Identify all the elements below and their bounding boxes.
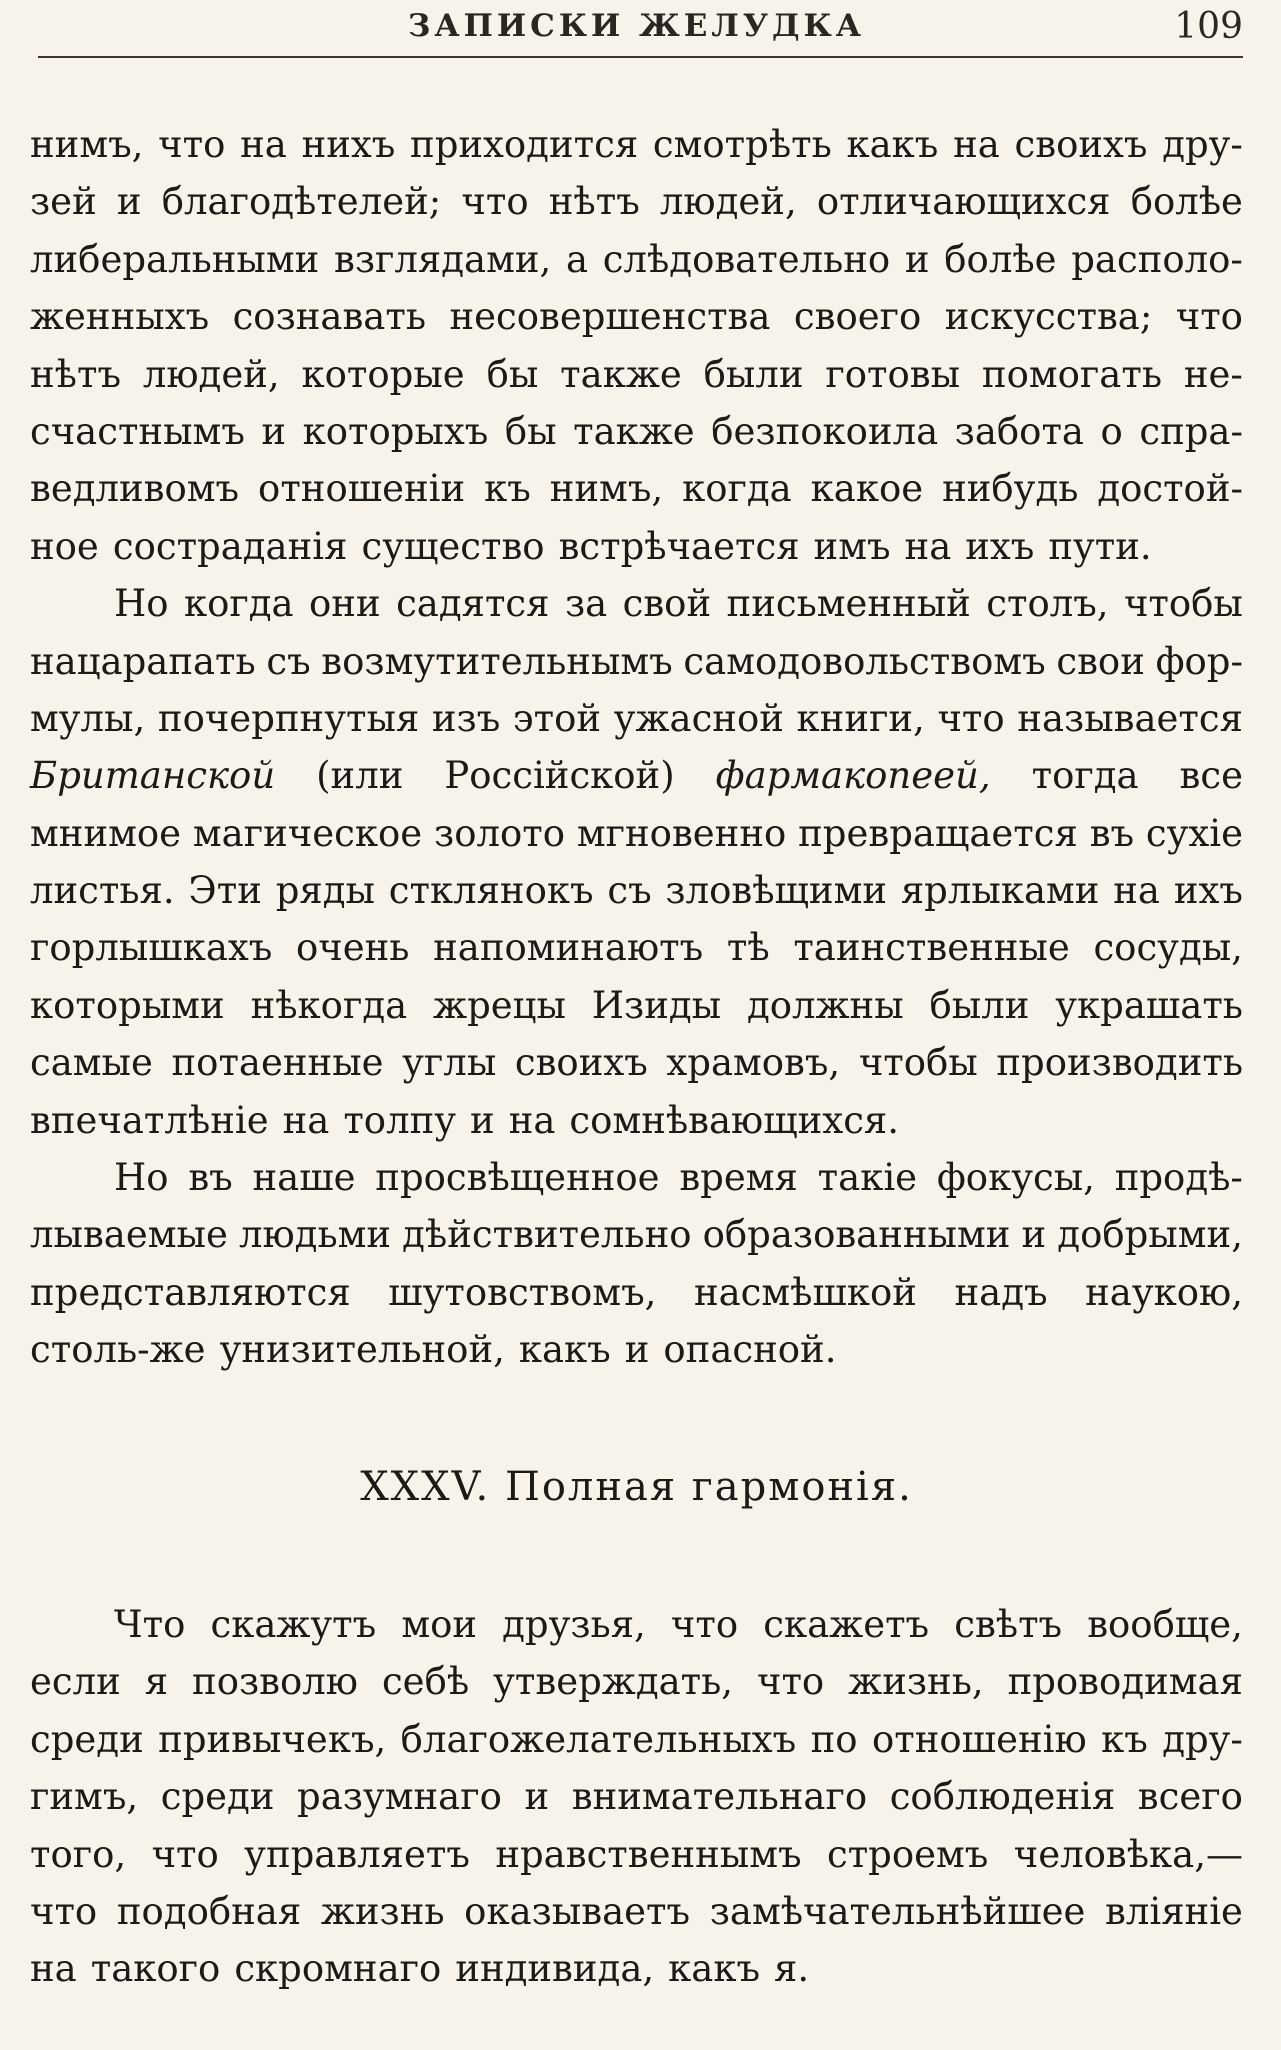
- word: пути.: [1048, 524, 1152, 568]
- text-line: [30, 575, 1243, 632]
- word: какъ: [846, 123, 939, 166]
- word: столъ,: [986, 582, 1109, 626]
- word: привычекъ,: [158, 1717, 387, 1761]
- word: скажутъ: [210, 1602, 377, 1646]
- word: чтобы: [1123, 582, 1243, 626]
- word: нибудь: [942, 467, 1079, 511]
- word: книги,: [796, 696, 925, 740]
- word: они: [309, 582, 381, 626]
- text-line: [30, 919, 1243, 976]
- word: и: [1021, 1213, 1047, 1257]
- word: взглядами,: [333, 237, 552, 281]
- word: себѣ: [381, 1660, 470, 1704]
- word: мгновенно: [576, 811, 787, 855]
- word: строемъ: [826, 1832, 989, 1876]
- word: сосуды,: [1093, 926, 1243, 970]
- paragraph-2: [30, 575, 1243, 1149]
- word: когда: [183, 582, 294, 626]
- word: зей: [30, 180, 97, 224]
- word: толпу: [343, 1098, 457, 1142]
- word: нимъ,: [549, 467, 664, 511]
- running-head: [30, 0, 1243, 58]
- word: людей,: [659, 180, 797, 224]
- word: мулы,: [30, 696, 146, 740]
- body-text: [30, 116, 1243, 1998]
- word: храмовъ,: [666, 1041, 841, 1085]
- word: время: [679, 1156, 798, 1200]
- word: имъ: [813, 524, 891, 568]
- word: изъ: [431, 696, 501, 740]
- word: бы: [486, 352, 539, 396]
- word: и: [904, 237, 930, 281]
- word: подобная: [116, 1889, 302, 1933]
- word: что: [151, 1832, 219, 1876]
- word: того,: [30, 1832, 127, 1876]
- word: впечатлѣніе: [30, 1098, 269, 1142]
- text-line: [30, 403, 1243, 460]
- word: что: [670, 1602, 739, 1646]
- word: столь-же: [30, 1328, 206, 1372]
- word: жрецы: [433, 983, 566, 1027]
- word: какъ: [668, 1947, 761, 1991]
- word: вообще,: [1087, 1602, 1243, 1646]
- word: либеральными: [30, 237, 320, 281]
- word: которые: [301, 352, 465, 396]
- word: къ: [1101, 1717, 1148, 1761]
- word: наукою,: [1085, 1270, 1243, 1314]
- word: вліяніе: [1105, 1889, 1243, 1933]
- section-heading: XXXV. Полная гармонія.: [360, 1463, 913, 1510]
- word: помогать: [981, 352, 1162, 396]
- word: золото: [434, 811, 565, 855]
- word: что: [937, 696, 1005, 740]
- word: отличающихся: [816, 180, 1111, 224]
- word: нравственнымъ: [495, 1832, 802, 1876]
- word: фор-: [1155, 639, 1243, 683]
- word: Что: [114, 1602, 186, 1646]
- word: безпокоила: [711, 409, 939, 453]
- word: за: [564, 582, 608, 626]
- word: спра-: [1139, 409, 1243, 453]
- word: тѣ: [726, 926, 770, 970]
- word: очень: [295, 926, 410, 970]
- word: какое: [810, 467, 924, 511]
- word: жизнь: [320, 1889, 445, 1933]
- word: и: [524, 1775, 550, 1819]
- word: просвѣщенное: [375, 1156, 660, 1200]
- word: ихъ: [965, 524, 1035, 568]
- word: нимъ,: [30, 123, 144, 166]
- word: приходится: [410, 123, 639, 166]
- word: благожелательныхъ: [400, 1717, 797, 1761]
- word: свой: [622, 582, 712, 626]
- word: письменный: [726, 582, 971, 626]
- word: если: [30, 1660, 121, 1704]
- word: женныхъ: [30, 295, 210, 339]
- text-line: [30, 747, 1243, 804]
- word: отношенію: [871, 1717, 1087, 1761]
- text-line: [30, 116, 1243, 173]
- text-line: [30, 633, 1243, 690]
- word: нацарапать: [30, 639, 256, 683]
- word: ряды: [275, 869, 375, 913]
- word: потаенные: [171, 1041, 384, 1085]
- word: всего: [1137, 1775, 1243, 1819]
- word: оказываетъ: [464, 1889, 691, 1933]
- word: Но: [114, 1156, 169, 1200]
- word: нѣтъ: [30, 352, 121, 396]
- word: этой: [512, 696, 602, 740]
- word: что: [1175, 295, 1243, 339]
- word: все: [1179, 754, 1243, 798]
- word: листья.: [30, 869, 175, 913]
- word: нѣтъ: [548, 180, 640, 224]
- word: были: [929, 983, 1030, 1027]
- word: на: [953, 123, 1000, 166]
- word: на: [240, 123, 287, 166]
- paragraph-1: [30, 116, 1243, 575]
- word: Но: [114, 582, 169, 626]
- word: горлышкахъ: [30, 926, 273, 970]
- text-line: [30, 1883, 1243, 1940]
- word: насмѣшкой: [693, 1270, 917, 1314]
- word: образованными: [702, 1213, 1011, 1257]
- word: внимательнаго: [571, 1775, 868, 1819]
- text-line: [30, 977, 1243, 1034]
- text-line: [30, 1092, 1243, 1149]
- word: счастнымъ: [30, 409, 245, 453]
- word: проводимая: [1007, 1660, 1243, 1704]
- word: смотрѣть: [652, 123, 832, 166]
- word: почерпнутыя: [157, 696, 420, 740]
- word: добрыми,: [1057, 1213, 1243, 1257]
- text-line: [30, 1321, 1243, 1378]
- word: искусства;: [944, 295, 1153, 339]
- text-line: [30, 173, 1243, 230]
- word: нихъ: [301, 123, 396, 166]
- text-line: [30, 346, 1243, 403]
- word: людьми: [238, 1213, 392, 1257]
- word: на: [30, 1947, 77, 1991]
- text-line: [30, 1149, 1243, 1206]
- word: лываемые: [30, 1213, 228, 1257]
- word: сомнѣвающихся.: [569, 1098, 900, 1142]
- word: какъ: [518, 1328, 611, 1372]
- word: существо: [361, 524, 545, 568]
- word: позволю: [192, 1660, 358, 1704]
- text-line: [30, 1034, 1243, 1091]
- word: углы: [402, 1041, 497, 1085]
- word: Эти: [188, 869, 262, 913]
- word: садятся: [396, 582, 550, 626]
- word: (или: [316, 754, 404, 798]
- word: болѣе: [1130, 180, 1243, 224]
- word: превращается: [798, 811, 1078, 855]
- word: къ: [484, 467, 531, 511]
- word: чтобы: [858, 1041, 978, 1085]
- word: таинственные: [793, 926, 1070, 970]
- word: скажетъ: [763, 1602, 930, 1646]
- word: ведливомъ: [30, 467, 240, 511]
- word: жизнь,: [848, 1660, 984, 1704]
- text-line: [30, 1826, 1243, 1883]
- running-title: ЗАПИСКИ ЖЕЛУДКА: [407, 8, 865, 44]
- word: которыми: [30, 983, 225, 1027]
- word: самодовольствомъ: [683, 639, 1046, 683]
- word: такіе: [817, 1156, 918, 1200]
- word: слѣдовательно: [602, 237, 891, 281]
- word: среди: [30, 1717, 144, 1761]
- word: мнимое: [30, 811, 182, 855]
- word: управляетъ: [244, 1832, 470, 1876]
- word: на: [508, 1098, 556, 1142]
- word: индивида,: [455, 1947, 655, 1991]
- word: должны: [746, 983, 904, 1027]
- word: и: [470, 1098, 495, 1142]
- text-line: [30, 231, 1243, 288]
- word: также: [573, 409, 695, 453]
- word: на: [282, 1098, 330, 1142]
- word: зловѣщими: [665, 869, 888, 913]
- word: что: [158, 123, 226, 166]
- word: друзья,: [502, 1602, 646, 1646]
- word: тогда: [1031, 754, 1139, 798]
- word: дру-: [1162, 123, 1243, 166]
- word: благодѣтелей;: [161, 180, 442, 224]
- word: которыхъ: [302, 409, 489, 453]
- word: сознавать: [232, 295, 426, 339]
- word: несовершенства: [449, 295, 771, 339]
- word: представляются: [30, 1270, 351, 1314]
- word: съ: [266, 639, 311, 683]
- header-rule: [38, 56, 1243, 58]
- word: и: [116, 180, 142, 224]
- word: соблюденія: [889, 1775, 1116, 1819]
- word: ное: [30, 524, 99, 568]
- word: не-: [1183, 352, 1243, 396]
- word: нѣкогда: [250, 983, 408, 1027]
- word: надъ: [954, 1270, 1048, 1314]
- word: своихъ: [1014, 123, 1148, 166]
- word: а: [565, 237, 589, 281]
- word: были: [703, 352, 804, 396]
- word: скромнаго: [234, 1947, 442, 1991]
- word: людей,: [142, 352, 280, 396]
- text-line: [30, 805, 1243, 862]
- word: готовы: [825, 352, 961, 396]
- word: забота: [954, 409, 1084, 453]
- word: такого: [90, 1947, 221, 1991]
- word: когда: [682, 467, 792, 511]
- word: гимъ,: [30, 1775, 139, 1819]
- word: производить: [996, 1041, 1243, 1085]
- word: ихъ: [1173, 869, 1243, 913]
- word: разумнаго: [297, 1775, 502, 1819]
- word: продѣ-: [1114, 1156, 1243, 1200]
- word: самые: [30, 1041, 153, 1085]
- word: Изиды: [591, 983, 722, 1027]
- word: и: [624, 1328, 650, 1372]
- word: человѣка,—: [1013, 1832, 1243, 1876]
- text-line: [30, 1711, 1243, 1768]
- word: что: [30, 1889, 98, 1933]
- word: я: [144, 1660, 169, 1704]
- word: стклянокъ: [388, 869, 594, 913]
- word: и: [261, 409, 287, 453]
- word: сухіе: [1145, 811, 1243, 855]
- word: шутовствомъ,: [388, 1270, 657, 1314]
- word: о: [1100, 409, 1123, 453]
- word: также: [560, 352, 682, 396]
- text-line: [30, 288, 1243, 345]
- word: украшать: [1055, 983, 1243, 1027]
- word: я.: [774, 1947, 810, 1991]
- word: своего: [793, 295, 922, 339]
- word: на: [904, 524, 952, 568]
- word: что: [756, 1660, 825, 1704]
- word: возмутительнымъ: [321, 639, 673, 683]
- word: болѣе: [944, 237, 1057, 281]
- word: по: [810, 1717, 858, 1761]
- word: напоминаютъ: [433, 926, 704, 970]
- word: наше: [252, 1156, 356, 1200]
- word: магическое: [192, 811, 423, 855]
- paragraph-4: [30, 1596, 1243, 1998]
- word: дру-: [1162, 1717, 1243, 1761]
- word: что: [461, 180, 529, 224]
- word: бы: [504, 409, 557, 453]
- word: отношеніи: [258, 467, 466, 511]
- word: замѣчательнѣйшее: [709, 1889, 1086, 1933]
- word: фокусы,: [936, 1156, 1095, 1200]
- text-line: [30, 1596, 1243, 1653]
- word-italic: фармакопеей,: [715, 754, 991, 798]
- word: встрѣчается: [558, 524, 800, 568]
- page-number: 109: [1174, 6, 1243, 47]
- word: свѣтъ: [954, 1602, 1063, 1646]
- paragraph-3: [30, 1149, 1243, 1379]
- word: съ: [607, 869, 652, 913]
- text-line: [30, 1940, 1243, 1997]
- word: въ: [1089, 811, 1135, 855]
- word: располо-: [1071, 237, 1243, 281]
- word: ужасной: [613, 696, 784, 740]
- word: Россійской): [444, 754, 675, 798]
- word: своихъ: [514, 1041, 648, 1085]
- word: называется: [1017, 696, 1243, 740]
- word: дѣйствительно: [402, 1213, 692, 1257]
- text-line: [30, 1653, 1243, 1710]
- text-line: [30, 518, 1243, 575]
- word: состраданія: [112, 524, 348, 568]
- text-line: [30, 1264, 1243, 1321]
- text-line: [30, 690, 1243, 747]
- text-line: [30, 1768, 1243, 1825]
- word: среди: [160, 1775, 275, 1819]
- word: мои: [401, 1602, 478, 1646]
- text-line: [30, 862, 1243, 919]
- word: свои: [1056, 639, 1145, 683]
- word: ярлыками: [900, 869, 1100, 913]
- text-line: [30, 460, 1243, 517]
- word: опасной.: [663, 1328, 837, 1372]
- text-line: [30, 1206, 1243, 1263]
- word: достой-: [1097, 467, 1243, 511]
- word: въ: [188, 1156, 233, 1200]
- word: унизительной,: [219, 1328, 505, 1372]
- word: на: [1113, 869, 1160, 913]
- word: утверждать,: [493, 1660, 734, 1704]
- word-italic: Британской: [30, 754, 276, 798]
